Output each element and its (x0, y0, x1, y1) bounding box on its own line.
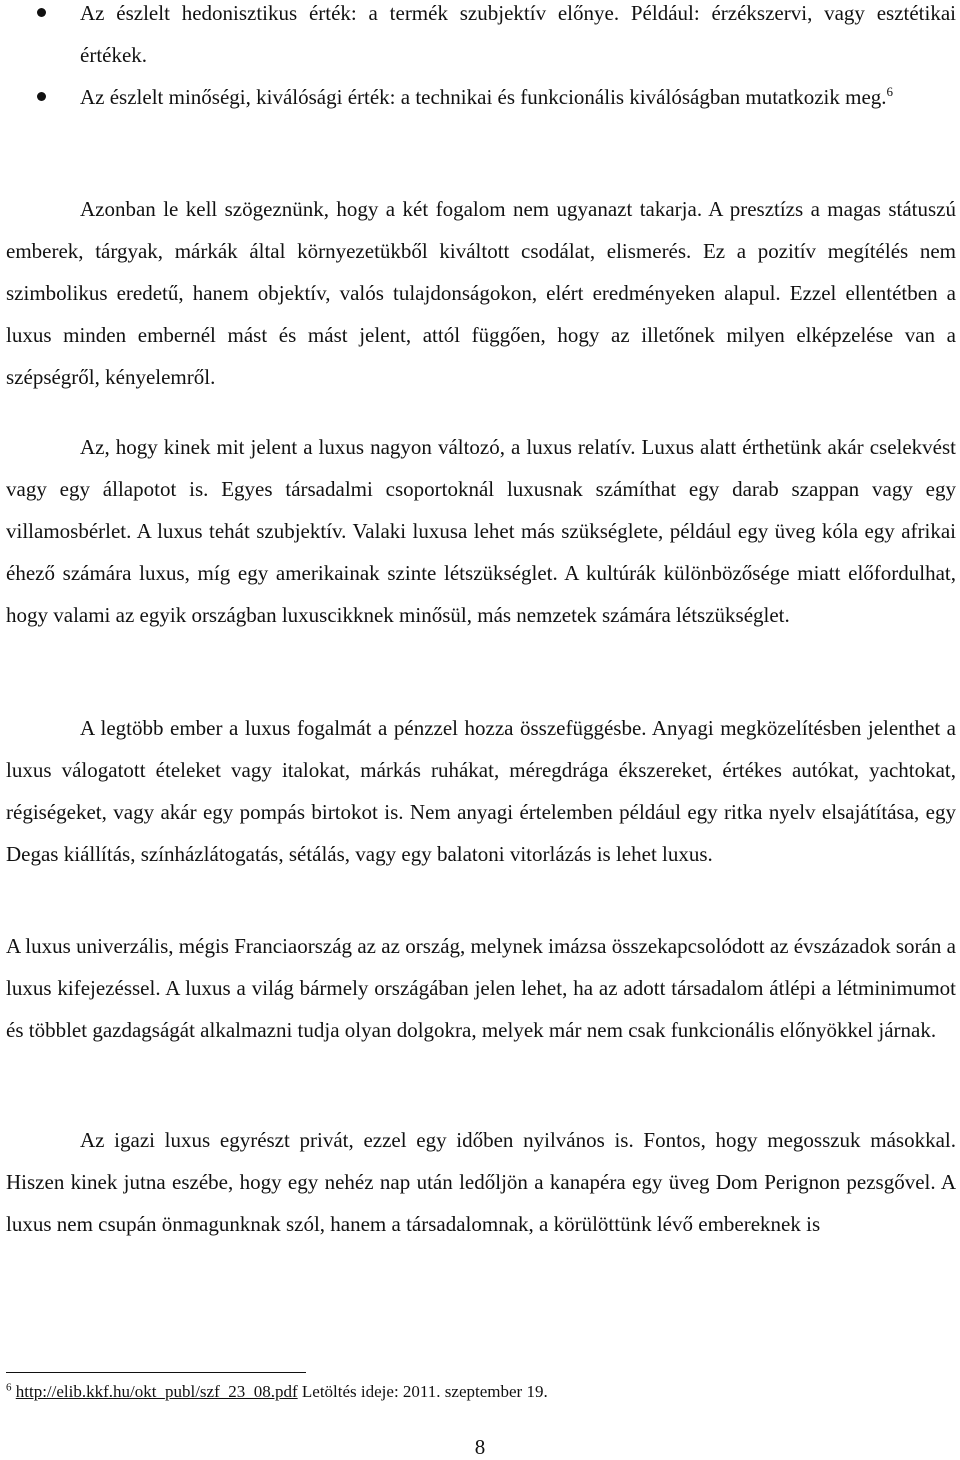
footnote (6, 1380, 548, 1404)
paragraph: Azonban le kell szögeznünk, hogy a két fogalom nem ugyanazt takarja. A presztízs a magas státuszú emberek, tárgyak, márkák által környezetükből kiváltott csodálat, elismerés. Ez a pozitív megítélés nem szimbolikus eredetű, hanem objektív, valós tulajdonságokon, elért eredményeken alapul. Ezzel ellentétben a luxus minden embernél mást és mást jelent, attól függően, hogy az illetőnek milyen elképzelése van a szépségről, kényelemről. (6, 197, 956, 389)
bullet-icon (37, 92, 46, 101)
paragraph: A legtöbb ember a luxus fogalmát a pénzzel hozza összefüggésbe. Anyagi megközelítésben jelenthet a luxus válogatott ételeket vagy italokat, márkás ruhákat, méregdrága ékszereket, értékes autókat, yachtokat, régiségeket, vagy akár egy pompás birtokot is. Nem anyagi értelemben például egy ritka nyelv elsajátítása, egy Degas kiállítás, színházlátogatás, sétálás, vagy egy balatoni vitorlázás is lehet luxus. (6, 716, 956, 866)
footnote-text: Letöltés ideje: 2011. szeptember 19. (297, 1382, 548, 1401)
page-number: 8 (474, 1435, 486, 1459)
paragraph: Az, hogy kinek mit jelent a luxus nagyon változó, a luxus relatív. Luxus alatt érthetünk akár cselekvést vagy egy állapotot is. Egyes társadalmi csoportoknál luxusnak számíthat egy darab szappan vagy egy villamosbérlet. A luxus tehát szubjektív. Valaki luxusa lehet más szükséglete, például egy üveg kóla egy afrikai éhező számára luxus, míg egy amerikainak szinte létszükséglet. A kultúrák különbözősége miatt előfordulhat, hogy valami az egyik országban luxuscikknek minősül, más nemzetek számára létszükséglet. (6, 435, 956, 627)
bullet-item (0, 0, 960, 76)
bullet-text: Az észlelt minőségi, kiválósági érték: a technikai és funkcionális kiválóságban mutatkozik meg. (80, 85, 887, 109)
footnote-number: 6 (6, 1381, 12, 1394)
paragraph: Az igazi luxus egyrészt privát, ezzel egy időben nyilvános is. Fontos, hogy megosszuk másokkal. Hiszen kinek jutna eszébe, hogy egy nehéz nap után ledőljön a kanapéra egy üveg Dom Perignon pezsgővel. A luxus nem csupán önmagunknak szól, hanem a társadalomnak, a körülöttünk lévő embereknek is (6, 1128, 956, 1236)
bullet-item (0, 76, 960, 118)
paragraph: A luxus univerzális, mégis Franciaország az az ország, melynek imázsa összekapcsolódott az évszázadok során a luxus kifejezéssel. A luxus a világ bármely országában jelen lehet, ha az adott társadalom átlépi a létminimumot és többlet gazdagságát alkalmazni tudja olyan dolgokra, melyek már nem csak funkcionális előnyökkel járnak. (6, 934, 956, 1042)
footnote-link[interactable]: http://elib.kkf.hu/okt_publ/szf_23_08.pdf (15, 1382, 298, 1401)
bullet-icon (37, 8, 46, 17)
footnote-divider (6, 1372, 306, 1373)
footnote-reference: 6 (886, 84, 894, 99)
bullet-text: Az észlelt hedonisztikus érték: a termék szubjektív előnye. Például: érzékszervi, vagy esztétikai értékek. (80, 1, 956, 67)
